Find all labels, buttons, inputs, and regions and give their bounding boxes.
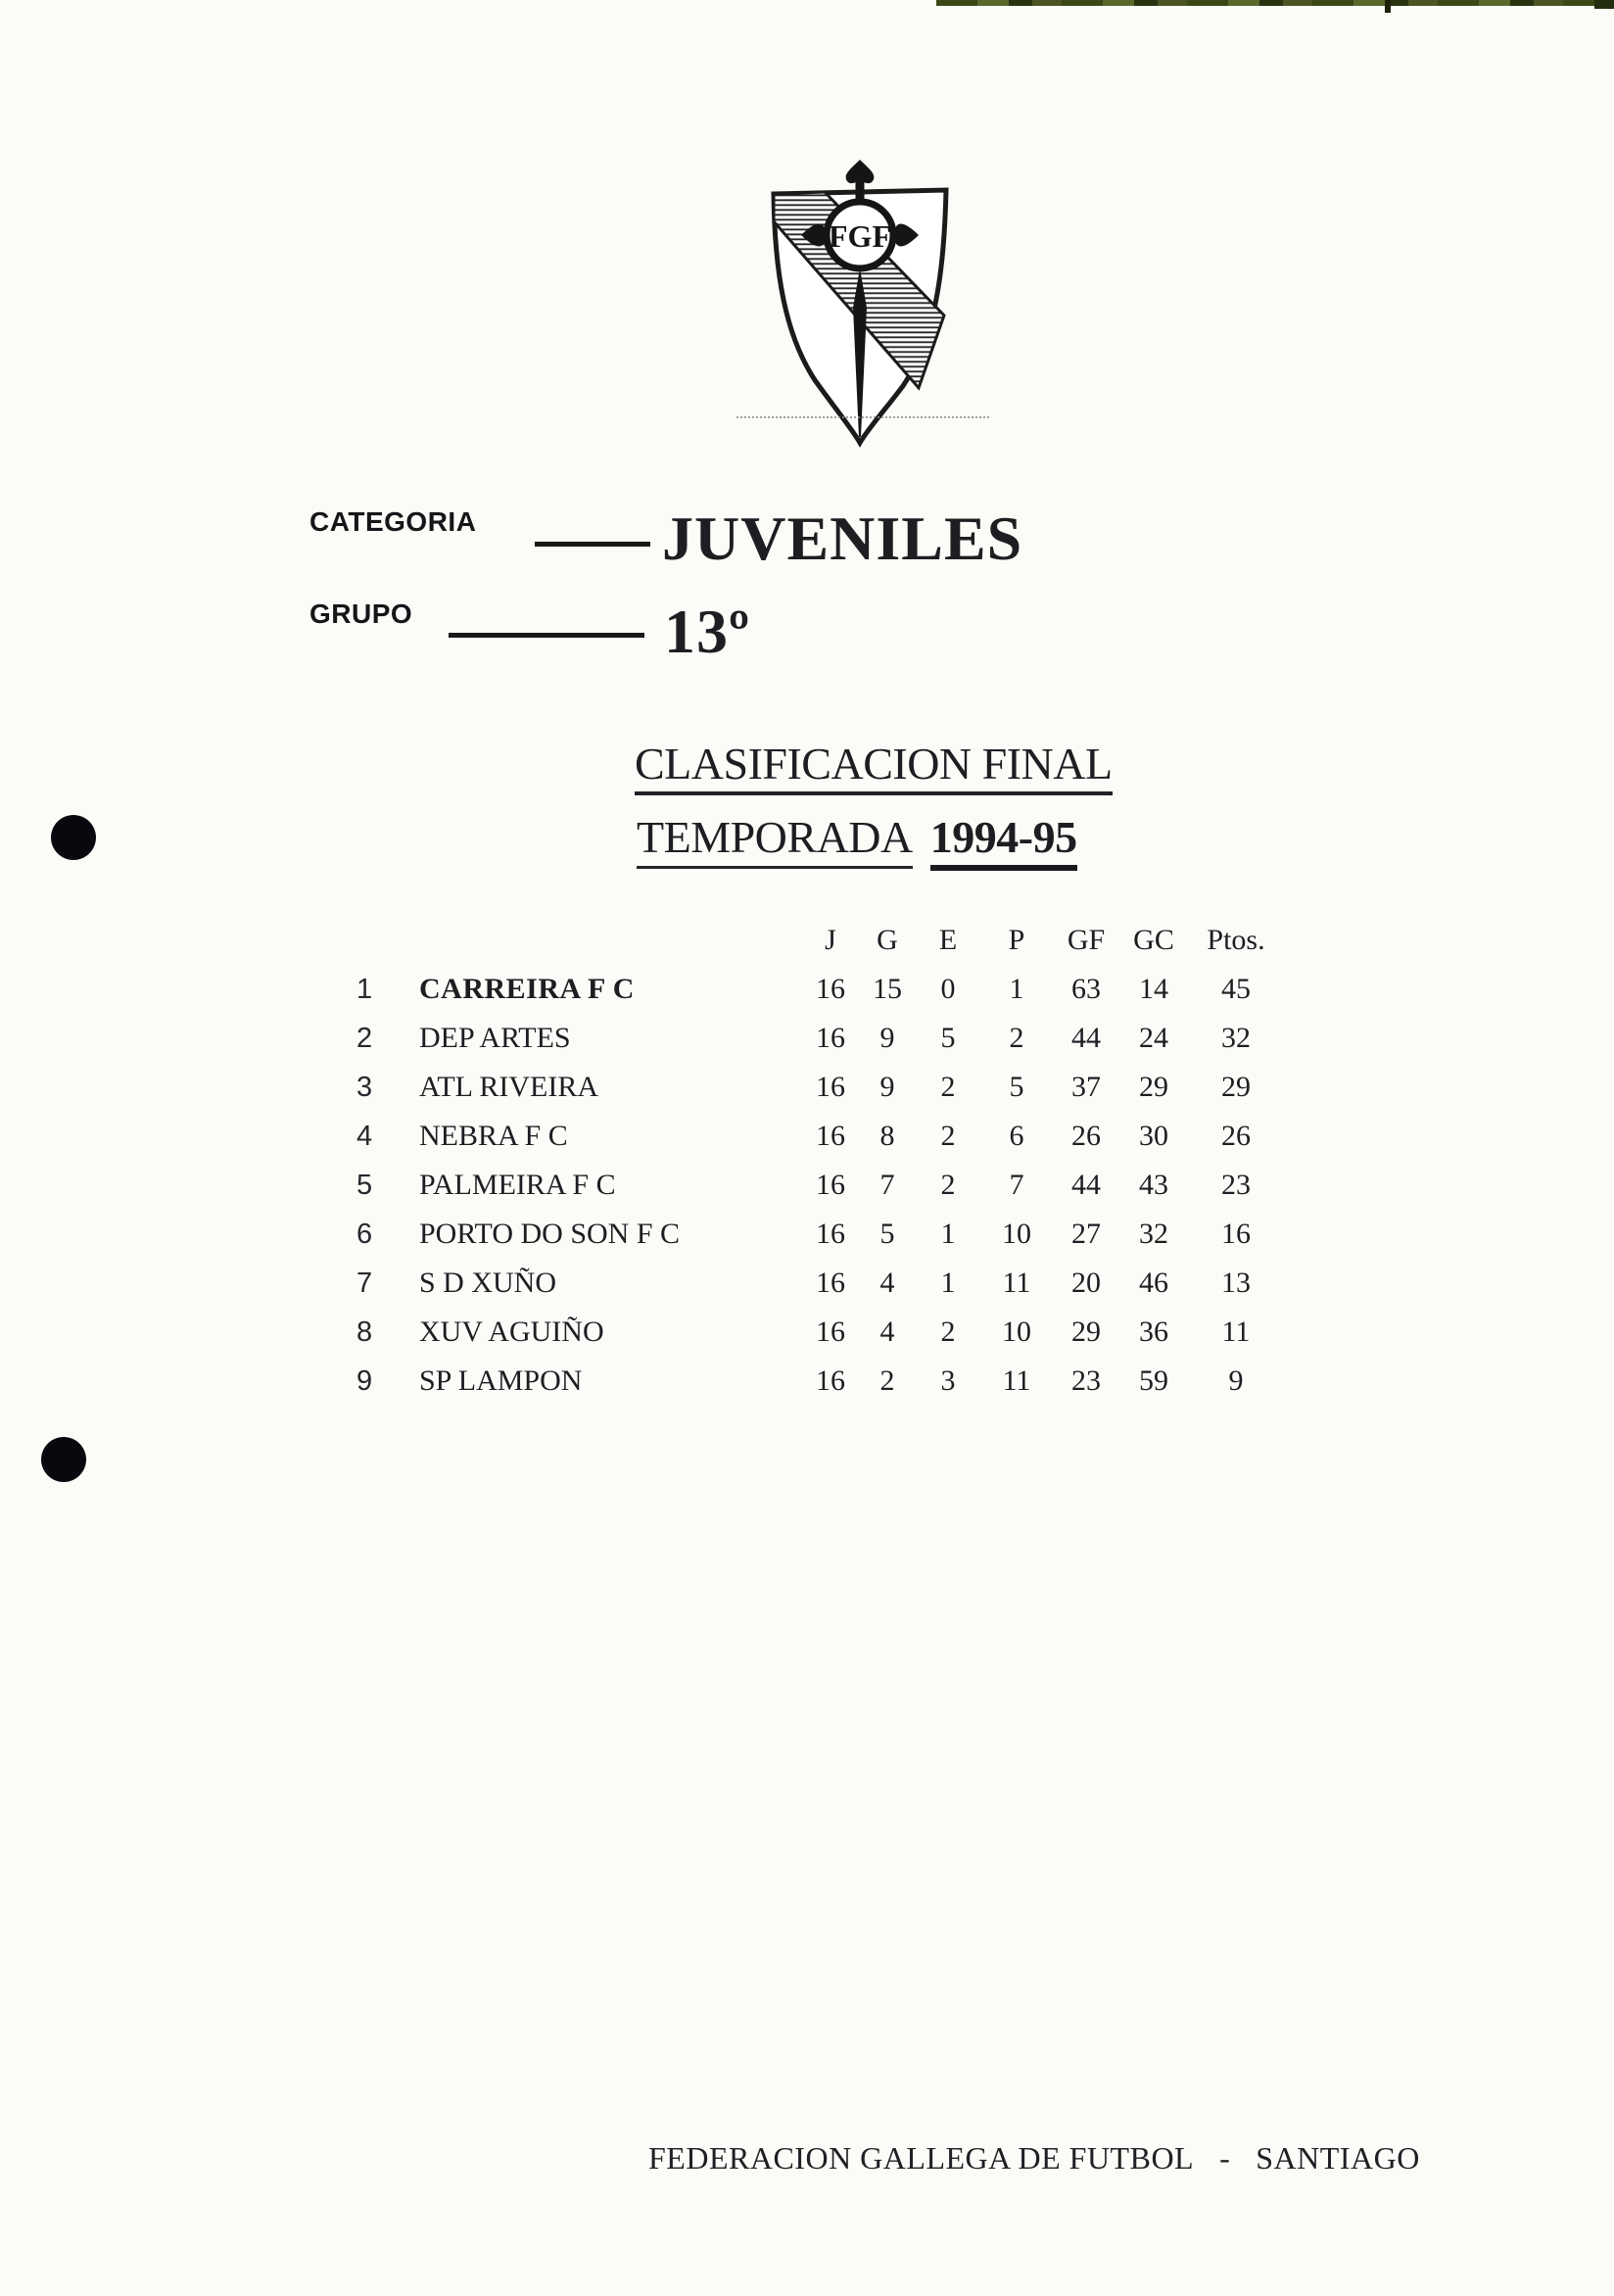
stat-g-cell: 5: [879, 1218, 895, 1250]
stat-gc-cell: 14: [1139, 973, 1168, 1005]
stat-gf-cell: 27: [1071, 1218, 1101, 1250]
stat-gc-cell: 46: [1139, 1267, 1168, 1299]
stat-j-cell: 16: [816, 1022, 845, 1054]
season-title: [637, 812, 1077, 871]
stat-e-cell: 2: [940, 1120, 956, 1152]
stat-p-cell: 7: [1009, 1169, 1024, 1201]
stat-j-cell: 16: [816, 973, 845, 1005]
table-header-row: [343, 916, 1288, 965]
stat-j-cell: 16: [816, 1071, 845, 1103]
stat-gf-cell: 63: [1071, 973, 1101, 1005]
team-cell: ATL RIVEIRA: [419, 1071, 599, 1103]
stat-j-cell: 16: [816, 1120, 845, 1152]
col-header-gc: GC: [1133, 924, 1174, 956]
stat-gf-cell: 23: [1071, 1364, 1101, 1397]
stat-gf-cell: 44: [1071, 1169, 1101, 1201]
team-cell: PALMEIRA F C: [419, 1169, 616, 1201]
rank-cell: 8: [356, 1316, 373, 1348]
stat-e-cell: 2: [940, 1169, 956, 1201]
stat-ptos-cell: 16: [1221, 1218, 1251, 1250]
stat-j-cell: 16: [816, 1218, 845, 1250]
stat-p-cell: 10: [1002, 1315, 1031, 1348]
table-row: [343, 1161, 1288, 1210]
stat-gf-cell: 26: [1071, 1120, 1101, 1152]
stat-g-cell: 4: [879, 1267, 895, 1299]
rank-cell: 1: [356, 974, 373, 1005]
stat-g-cell: 9: [879, 1071, 895, 1103]
federation-crest-icon: [762, 159, 958, 449]
stat-e-cell: 1: [940, 1218, 956, 1250]
stat-ptos-cell: 29: [1221, 1071, 1251, 1103]
rank-cell: 7: [356, 1268, 373, 1299]
stat-g-cell: 8: [879, 1120, 895, 1152]
categoria-label: CATEGORIA: [309, 506, 477, 537]
col-header-p: P: [1008, 924, 1025, 956]
stat-g-cell: 15: [873, 973, 902, 1005]
stat-gf-cell: 29: [1071, 1315, 1101, 1348]
footer-separator: -: [1219, 2140, 1231, 2176]
table-row: [343, 1210, 1288, 1259]
team-cell: DEP ARTES: [419, 1022, 571, 1054]
col-header-gf: GF: [1067, 924, 1106, 956]
footer: [648, 2141, 1420, 2176]
classification-title: CLASIFICACION FINAL: [635, 741, 1113, 795]
rank-cell: 6: [356, 1219, 373, 1250]
stat-gc-cell: 59: [1139, 1364, 1168, 1397]
stat-ptos-cell: 9: [1228, 1364, 1244, 1397]
stat-p-cell: 1: [1009, 973, 1024, 1005]
table-row: [343, 1063, 1288, 1112]
stat-gc-cell: 36: [1139, 1315, 1168, 1348]
table-row: [343, 1308, 1288, 1357]
stat-p-cell: 2: [1009, 1022, 1024, 1054]
stat-ptos-cell: 26: [1221, 1120, 1251, 1152]
stat-e-cell: 1: [940, 1267, 956, 1299]
team-cell: CARREIRA F C: [419, 973, 635, 1005]
team-cell: XUV AGUIÑO: [419, 1315, 604, 1348]
team-cell: SP LAMPON: [419, 1364, 583, 1397]
scan-edge-corner: [1594, 0, 1614, 9]
table-row: [343, 1014, 1288, 1063]
stat-gf-cell: 44: [1071, 1022, 1101, 1054]
stat-gc-cell: 32: [1139, 1218, 1168, 1250]
rank-cell: 9: [356, 1365, 373, 1397]
stat-j-cell: 16: [816, 1315, 845, 1348]
grupo-value: 13º: [664, 597, 751, 666]
stat-e-cell: 3: [940, 1364, 956, 1397]
stat-gf-cell: 20: [1071, 1267, 1101, 1299]
stat-e-cell: 5: [940, 1022, 956, 1054]
standings-table: [343, 916, 1288, 1406]
table-row: [343, 1259, 1288, 1308]
stat-g-cell: 4: [879, 1315, 895, 1348]
stat-ptos-cell: 13: [1221, 1267, 1251, 1299]
footer-city: SANTIAGO: [1256, 2140, 1420, 2176]
team-cell: PORTO DO SON F C: [419, 1218, 681, 1250]
col-header-g: G: [877, 924, 898, 956]
stat-p-cell: 11: [1002, 1364, 1031, 1397]
table-row: [343, 1112, 1288, 1161]
stat-g-cell: 7: [879, 1169, 895, 1201]
hole-punch-top: [51, 815, 96, 860]
stat-g-cell: 2: [879, 1364, 895, 1397]
col-header-ptos: Ptos.: [1207, 924, 1265, 956]
stat-p-cell: 10: [1002, 1218, 1031, 1250]
grupo-fill-line: [449, 633, 644, 638]
stat-j-cell: 16: [816, 1169, 845, 1201]
hole-punch-bottom: [41, 1437, 86, 1482]
stat-e-cell: 2: [940, 1315, 956, 1348]
stat-e-cell: 0: [940, 973, 956, 1005]
categoria-value: JUVENILES: [662, 503, 1023, 573]
stat-gc-cell: 43: [1139, 1169, 1168, 1201]
stat-ptos-cell: 32: [1221, 1022, 1251, 1054]
rank-cell: 4: [356, 1121, 373, 1152]
rank-cell: 5: [356, 1170, 373, 1201]
stat-j-cell: 16: [816, 1364, 845, 1397]
team-cell: S D XUÑO: [419, 1267, 557, 1299]
team-header: [392, 916, 803, 965]
rank-cell: 2: [356, 1023, 373, 1054]
footer-org: FEDERACION GALLEGA DE FUTBOL: [648, 2140, 1195, 2176]
col-header-j: J: [825, 924, 836, 956]
stat-p-cell: 5: [1009, 1071, 1024, 1103]
categoria-fill-line: [535, 542, 650, 547]
rank-cell: 3: [356, 1072, 373, 1103]
team-cell: NEBRA F C: [419, 1120, 568, 1152]
stat-ptos-cell: 11: [1221, 1315, 1251, 1348]
stat-j-cell: 16: [816, 1267, 845, 1299]
col-header-e: E: [938, 924, 958, 956]
table-body: [343, 965, 1288, 1406]
stat-p-cell: 6: [1009, 1120, 1024, 1152]
stat-e-cell: 2: [940, 1071, 956, 1103]
season-label: TEMPORADA: [637, 815, 913, 869]
stat-g-cell: 9: [879, 1022, 895, 1054]
stat-ptos-cell: 23: [1221, 1169, 1251, 1201]
crest-monogram: FGF: [829, 218, 891, 254]
scan-edge-strip: [936, 0, 1614, 6]
grupo-label: GRUPO: [309, 598, 413, 629]
table-row: [343, 1357, 1288, 1406]
stat-gc-cell: 24: [1139, 1022, 1168, 1054]
table-row: [343, 965, 1288, 1014]
stat-ptos-cell: 45: [1221, 973, 1251, 1005]
stat-gc-cell: 29: [1139, 1071, 1168, 1103]
scan-edge-tick: [1385, 0, 1391, 13]
season-value: 1994-95: [930, 815, 1077, 871]
rank-header: [343, 916, 392, 965]
stat-p-cell: 11: [1002, 1267, 1031, 1299]
stat-gf-cell: 37: [1071, 1071, 1101, 1103]
stat-gc-cell: 30: [1139, 1120, 1168, 1152]
scan-dotted-line: [736, 416, 989, 418]
